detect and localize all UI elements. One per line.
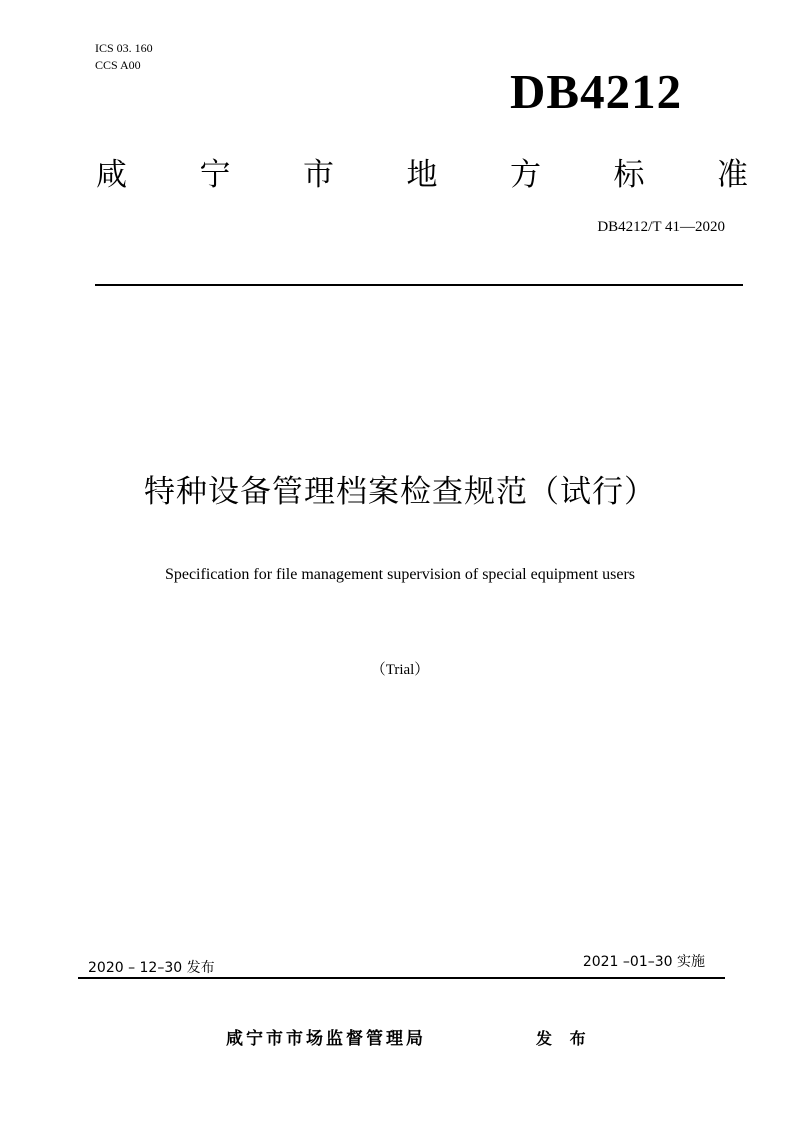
- standard-type-char: 市: [303, 157, 334, 193]
- standard-type-char: 方: [510, 157, 541, 193]
- document-title-chinese: 特种设备管理档案检查规范（试行）: [144, 474, 656, 510]
- publisher-name: 咸宁市市场监督管理局: [226, 1029, 426, 1049]
- trial-label: （Trial）: [370, 662, 430, 678]
- implementation-date: 2021 –01–30 实施: [582, 954, 705, 970]
- standard-type-char: 咸: [96, 157, 127, 193]
- bottom-divider: [78, 977, 725, 979]
- standard-type-char: 宁: [199, 157, 231, 193]
- standard-type-heading: [96, 153, 748, 197]
- ics-code: ICS 03. 160: [95, 41, 153, 55]
- standard-type-char: 准: [717, 157, 748, 193]
- document-title-english: Specification for file management supervision of special equipment users: [164, 566, 636, 583]
- standard-type-char: 地: [406, 157, 438, 193]
- standard-number: DB4212/T 41—2020: [597, 219, 725, 235]
- standard-type-char: 标: [613, 157, 645, 193]
- issue-date: 2020 – 12–30 发布: [88, 960, 215, 976]
- top-divider: [95, 284, 743, 286]
- ccs-code: CCS A00: [95, 58, 141, 72]
- classification-codes: [95, 40, 153, 74]
- publish-label: 发 布: [536, 1029, 592, 1048]
- standard-code-large: DB4212: [510, 64, 683, 119]
